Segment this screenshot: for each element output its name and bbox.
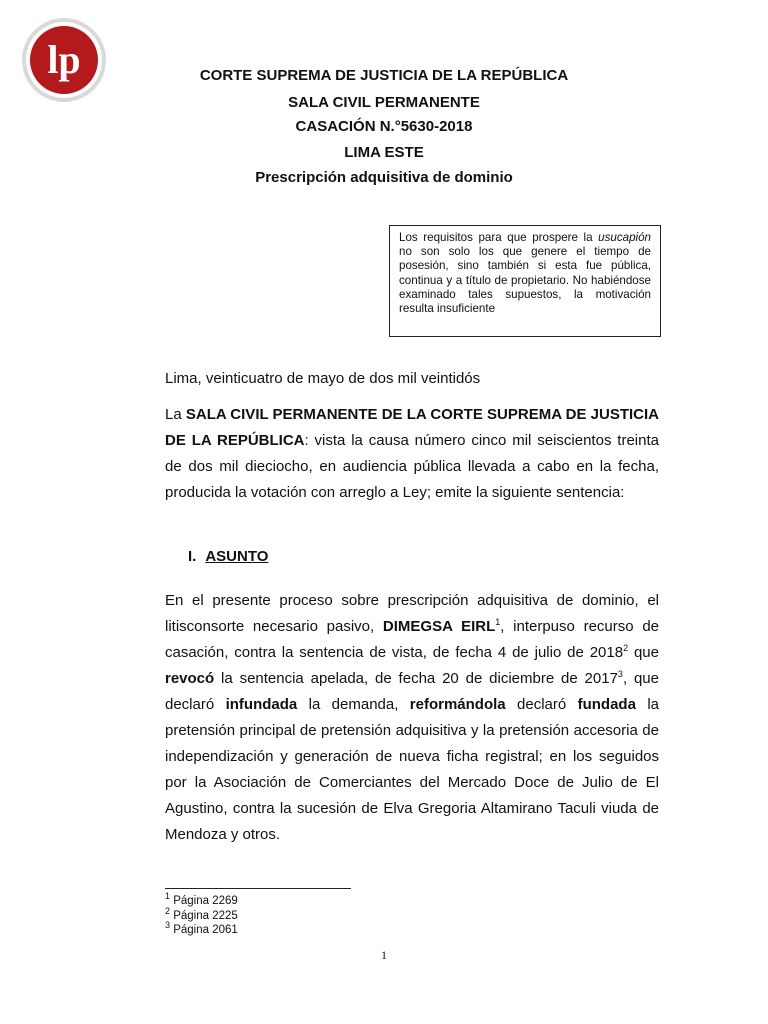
case-number: CASACIÓN N.°5630-2018 <box>295 118 473 135</box>
court-name: CORTE SUPREMA DE JUSTICIA DE LA REPÚBLICA <box>199 67 569 84</box>
section-heading <box>188 548 268 565</box>
footnote-2 <box>165 905 238 924</box>
logo-text: lp <box>47 37 81 82</box>
body-text-5: , que declaró <box>165 670 659 713</box>
body-bold-3: infundada <box>225 696 298 713</box>
footnote-ref-2[interactable]: 2 <box>623 643 629 653</box>
body-text-3: que <box>628 644 659 661</box>
body-text-7: declaró <box>505 696 578 713</box>
case-subject: Prescripción adquisitiva de dominio <box>255 169 513 186</box>
intro-text-2: : vista la causa número cinco mil seiscientos treinta de dos mil dieciocho, en audiencia pública llevada a cabo en la fecha, producida la votación con arreglo a Ley; emite la siguiente sentencia: <box>165 432 659 501</box>
body-text-6: la demanda, <box>297 696 410 713</box>
body-text-1: En el presente proceso sobre prescripción adquisitiva de dominio, el litisconsorte necesario pasivo, <box>165 592 659 635</box>
lp-logo <box>20 16 108 104</box>
footnote-text-2: Página 2225 <box>170 909 238 922</box>
body-bold-2: revocó <box>165 670 215 687</box>
section-number: I. <box>188 548 197 565</box>
body-text-2: , interpuso recurso de casación, contra la sentencia de vista, de fecha 4 de julio de 2018 <box>165 618 660 661</box>
footnote-divider <box>165 888 351 889</box>
footnote-text-1: Página 2269 <box>170 895 238 907</box>
body-text-8: la pretensión principal de pretensión adquisitiva y la pretensión accesoria de independización y generación de nueva ficha registral; en los seguidos por la Asociación de Comerciantes del Mercado Doce de Julio de El Agustino, contra la sucesión de Elva Gregoria Altamirano Taculi viuda de Mendoza y otros. <box>165 696 659 843</box>
date-line: Lima, veinticuatro de mayo de dos mil veintidós <box>165 370 481 387</box>
footnote-mark-2: 2 <box>165 905 171 916</box>
chamber-name: SALA CIVIL PERMANENTE <box>288 94 480 111</box>
body-bold-4: reformándola <box>409 696 506 713</box>
summary-text-2: no son solo los que genere el tiempo de posesión, sino también si esta fue pública, continua y a título de propietario. No habiéndose examinado tales supuestos, la motivación resulta insuficiente <box>399 245 651 316</box>
footnote-ref-3[interactable]: 3 <box>617 669 623 679</box>
section-title: ASUNTO <box>205 548 269 565</box>
district-name: LIMA ESTE <box>344 144 424 161</box>
summary-italic: usucapión <box>598 231 651 244</box>
page-number: 1 <box>381 948 387 962</box>
footnote-mark-1: 1 <box>165 891 171 902</box>
footnotes <box>165 891 238 938</box>
footnote-ref-1[interactable]: 1 <box>495 617 501 627</box>
body-bold-5: fundada <box>577 696 636 713</box>
body-text-4: la sentencia apelada, de fecha 20 de diciembre de 2017 <box>214 670 618 687</box>
footnote-3 <box>165 920 238 938</box>
footnote-text-3: Página 2061 <box>170 924 238 937</box>
intro-paragraph <box>165 402 659 506</box>
footnote-1 <box>165 891 238 909</box>
summary-text-1: Los requisitos para que prospere la <box>399 231 599 244</box>
intro-bold-1: SALA CIVIL PERMANENTE DE LA CORTE SUPREMA DE JUSTICIA DE LA REPÚBLICA <box>165 406 659 449</box>
summary-box <box>389 225 661 337</box>
body-paragraph <box>165 588 659 848</box>
intro-text-1: La <box>165 406 186 423</box>
footnote-mark-3: 3 <box>165 920 171 931</box>
body-bold-1: DIMEGSA EIRL <box>382 618 496 635</box>
